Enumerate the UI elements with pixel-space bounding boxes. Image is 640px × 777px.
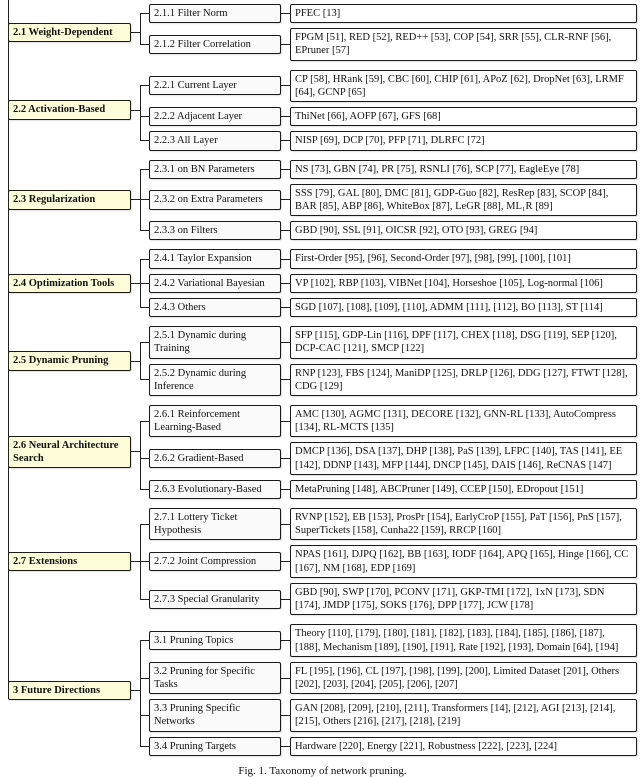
taxonomy-row <box>140 160 637 179</box>
h-connector-line <box>140 640 149 641</box>
h-connector-line <box>140 199 149 200</box>
h-connector-line <box>281 489 290 490</box>
subcategory-box: 2.7.1 Lottery Ticket Hypothesis <box>149 508 281 540</box>
subcategory-box: 2.4.1 Taylor Expansion <box>149 249 281 268</box>
subcategory-box: 2.4.2 Variational Bayesian <box>149 274 281 293</box>
v-connector-line <box>140 342 141 379</box>
references-box: AMC [130], AGMC [131], DECORE [132], GNN-RL [133], AutoCompress [134], RL-MCTS [135] <box>290 405 637 437</box>
subcategory-box: 2.3.2 on Extra Parameters <box>149 190 281 209</box>
subcategory-box: 2.7.2 Joint Compression <box>149 552 281 571</box>
subcategory-box: 2.7.3 Special Granularity <box>149 590 281 609</box>
subcategory-box: 2.3.1 on BN Parameters <box>149 160 281 179</box>
group-children <box>140 249 637 317</box>
h-connector-line <box>281 44 290 45</box>
taxonomy-row <box>140 405 637 437</box>
category-box: 2.4 Optimization Tools <box>8 274 131 293</box>
references-box: DMCP [136], DSA [137], DHP [138], PaS [139], LFPC [140], TAS [141], EE [142], DDNP [143], MFP [144], DNCP [145], DAIS [146], ReCNAS [147] <box>290 442 637 474</box>
h-connector-line <box>140 458 149 459</box>
group-children <box>140 508 637 615</box>
references-box: FPGM [51], RED [52], RED++ [53], COP [54], SRR [55], CLR-RNF [56], EPruner [57] <box>290 28 637 60</box>
references-box: CP [58], HRank [59], CBC [60], CHIP [61], APoZ [62], DropNet [63], LRMF [64], GCNP [65] <box>290 70 637 102</box>
h-connector-line <box>140 342 149 343</box>
h-connector-line <box>281 259 290 260</box>
taxonomy-group-future-directions <box>8 624 637 756</box>
group-children <box>140 70 637 151</box>
references-box: ThiNet [66], AOFP [67], GFS [68] <box>290 107 637 126</box>
taxonomy-row <box>140 545 637 577</box>
figure-caption: Fig. 1. Taxonomy of network pruning. <box>238 764 407 777</box>
taxonomy-row <box>140 326 637 358</box>
h-connector-line <box>140 230 149 231</box>
taxonomy-row <box>140 699 637 731</box>
v-connector-line <box>140 421 141 490</box>
taxonomy-group-neural-architecture-search <box>8 405 637 499</box>
references-box: NISP [69], DCP [70], PFP [71], DLRFC [72] <box>290 131 637 150</box>
taxonomy-row <box>140 737 637 756</box>
subcategory-box: 2.2.1 Current Layer <box>149 76 281 95</box>
references-box: First-Order [95], [96], Second-Order [97], [98], [99], [100], [101] <box>290 249 637 268</box>
taxonomy-group-activation-based <box>8 70 637 151</box>
h-connector-line <box>140 746 149 747</box>
h-connector-line <box>281 307 290 308</box>
references-box: SFP [115], GDP-Lin [116], DPF [117], CHEX [118], DSG [119], SEP [120], DCP-CAC [121], SMCP [122] <box>290 326 637 358</box>
subcategory-box: 2.6.2 Gradient-Based <box>149 449 281 468</box>
h-connector-line <box>140 379 149 380</box>
references-box: Hardware [220], Energy [221], Robustness [222], [223], [224] <box>290 737 637 756</box>
h-connector-line <box>140 169 149 170</box>
h-connector-line <box>281 140 290 141</box>
group-children <box>140 160 637 241</box>
taxonomy-group-weight-dependent <box>8 4 637 61</box>
root-spine-line <box>8 0 9 691</box>
group-children <box>140 624 637 756</box>
taxonomy-row <box>140 249 637 268</box>
subcategory-box: 2.6.3 Evolutionary-Based <box>149 480 281 499</box>
h-connector-line <box>281 678 290 679</box>
h-connector-line <box>140 44 149 45</box>
v-connector-line <box>140 86 141 142</box>
taxonomy-row <box>140 131 637 150</box>
h-connector-line <box>140 489 149 490</box>
h-connector-line <box>281 85 290 86</box>
h-connector-line <box>131 561 140 562</box>
subcategory-box: 2.5.2 Dynamic during Inference <box>149 364 281 396</box>
h-connector-line <box>140 259 149 260</box>
references-box: SSS [79], GAL [80], DMC [81], GDP-Guo [82], ResRep [83], SCOP [84], BAR [85], ABP [86], WhiteBox [87], LeGR [88], ML₁R [89] <box>290 184 637 216</box>
h-connector-line <box>281 199 290 200</box>
subcategory-box: 2.3.3 on Filters <box>149 221 281 240</box>
group-children <box>140 326 637 396</box>
h-connector-line <box>281 230 290 231</box>
taxonomy-row <box>140 480 637 499</box>
h-connector-line <box>281 13 290 14</box>
h-connector-line <box>131 32 140 33</box>
subcategory-box: 2.5.1 Dynamic during Training <box>149 326 281 358</box>
references-box: GBD [90], SWP [170], PCONV [171], GKP-TMI [172], 1xN [173], SDN [174], JMDP [175], SOKS [176], DPP [177], JCW [178] <box>290 583 637 615</box>
taxonomy-row <box>140 624 637 656</box>
taxonomy-row <box>140 184 637 216</box>
taxonomy-group-optimization-tools <box>8 249 637 317</box>
taxonomy-row <box>140 107 637 126</box>
references-box: Theory [110], [179], [180], [181], [182], [183], [184], [185], [186], [187], [188], Mechanism [189], [190], [191], Rate [192], [193], Domain [64], [194] <box>290 624 637 656</box>
category-box: 2.1 Weight-Dependent <box>8 23 131 42</box>
taxonomy-row <box>140 28 637 60</box>
references-box: RVNP [152], EB [153], ProsPr [154], EarlyCroP [155], PaT [156], PnS [157], SuperTickets [158], Cunha22 [159], RRCP [160] <box>290 508 637 540</box>
references-box: RNP [123], FBS [124], ManiDP [125], DRLP [126], DDG [127], FTWT [128], CDG [129] <box>290 364 637 396</box>
taxonomy-row <box>140 442 637 474</box>
category-box: 3 Future Directions <box>8 681 131 700</box>
category-box: 2.3 Regularization <box>8 190 131 209</box>
h-connector-line <box>131 110 140 111</box>
references-box: GBD [90], SSL [91], OICSR [92], OTO [93], GREG [94] <box>290 221 637 240</box>
taxonomy-row <box>140 70 637 102</box>
v-connector-line <box>140 640 141 746</box>
v-connector-line <box>140 259 141 307</box>
taxonomy-row <box>140 508 637 540</box>
h-connector-line <box>131 451 140 452</box>
category-box: 2.2 Activation-Based <box>8 100 131 119</box>
h-connector-line <box>281 283 290 284</box>
subcategory-box: 3.1 Pruning Topics <box>149 631 281 650</box>
taxonomy-group-dynamic-pruning <box>8 326 637 396</box>
taxonomy-group-extensions <box>8 508 637 615</box>
h-connector-line <box>140 85 149 86</box>
h-connector-line <box>281 561 290 562</box>
h-connector-line <box>281 379 290 380</box>
h-connector-line <box>281 746 290 747</box>
subcategory-box: 3.2 Pruning for Specific Tasks <box>149 662 281 694</box>
taxonomy-row <box>140 662 637 694</box>
v-connector-line <box>140 169 141 231</box>
h-connector-line <box>140 678 149 679</box>
h-connector-line <box>131 361 140 362</box>
taxonomy-group-regularization <box>8 160 637 241</box>
taxonomy-row <box>140 583 637 615</box>
subcategory-box: 3.4 Pruning Targets <box>149 737 281 756</box>
h-connector-line <box>140 524 149 525</box>
category-box: 2.7 Extensions <box>8 552 131 571</box>
h-connector-line <box>281 169 290 170</box>
h-connector-line <box>140 599 149 600</box>
category-box: 2.6 Neural Architecture Search <box>8 436 131 468</box>
h-connector-line <box>131 283 140 284</box>
references-box: PFEC [13] <box>290 4 637 23</box>
group-children <box>140 4 637 61</box>
h-connector-line <box>281 640 290 641</box>
v-connector-line <box>140 524 141 599</box>
subcategory-box: 2.4.3 Others <box>149 298 281 317</box>
h-connector-line <box>281 421 290 422</box>
references-box: VP [102], RBP [103], VIBNet [104], Horseshoe [105], Log-normal [106] <box>290 274 637 293</box>
h-connector-line <box>140 140 149 141</box>
h-connector-line <box>281 715 290 716</box>
taxonomy-row <box>140 364 637 396</box>
h-connector-line <box>281 599 290 600</box>
references-box: NPAS [161], DJPQ [162], BB [163], IODF [164], APQ [165], Hinge [166], CC [167], NM [168], EDP [169] <box>290 545 637 577</box>
h-connector-line <box>140 13 149 14</box>
subcategory-box: 2.2.3 All Layer <box>149 131 281 150</box>
h-connector-line <box>281 342 290 343</box>
subcategory-box: 2.2.2 Adjacent Layer <box>149 107 281 126</box>
h-connector-line <box>281 524 290 525</box>
references-box: FL [195], [196], CL [197], [198], [199], [200], Limited Dataset [201], Others [202], [203], [204], [205], [206], [207] <box>290 662 637 694</box>
references-box: GAN [208], [209], [210], [211], Transformers [14], [212], AGI [213], [214], [215], Others [216], [217], [218], [219] <box>290 699 637 731</box>
v-connector-line <box>140 14 141 45</box>
references-box: NS [73], GBN [74], PR [75], RSNLI [76], SCP [77], EagleEye [78] <box>290 160 637 179</box>
taxonomy-row <box>140 221 637 240</box>
subcategory-box: 2.6.1 Reinforcement Learning-Based <box>149 405 281 437</box>
h-connector-line <box>140 421 149 422</box>
taxonomy-row <box>140 298 637 317</box>
category-box: 2.5 Dynamic Pruning <box>8 351 131 370</box>
h-connector-line <box>140 561 149 562</box>
h-connector-line <box>281 458 290 459</box>
h-connector-line <box>131 690 140 691</box>
references-box: MetaPruning [148], ABCPruner [149], CCEP [150], EDropout [151] <box>290 480 637 499</box>
references-box: SGD [107], [108], [109], [110], ADMM [111], [112], BO [113], ST [114] <box>290 298 637 317</box>
h-connector-line <box>140 307 149 308</box>
subcategory-box: 2.1.1 Filter Norm <box>149 4 281 23</box>
h-connector-line <box>140 715 149 716</box>
taxonomy-row <box>140 274 637 293</box>
taxonomy-row <box>140 4 637 23</box>
h-connector-line <box>140 116 149 117</box>
h-connector-line <box>140 283 149 284</box>
h-connector-line <box>131 199 140 200</box>
subcategory-box: 3.3 Pruning Specific Networks <box>149 699 281 731</box>
h-connector-line <box>281 116 290 117</box>
subcategory-box: 2.1.2 Filter Correlation <box>149 35 281 54</box>
group-children <box>140 405 637 499</box>
